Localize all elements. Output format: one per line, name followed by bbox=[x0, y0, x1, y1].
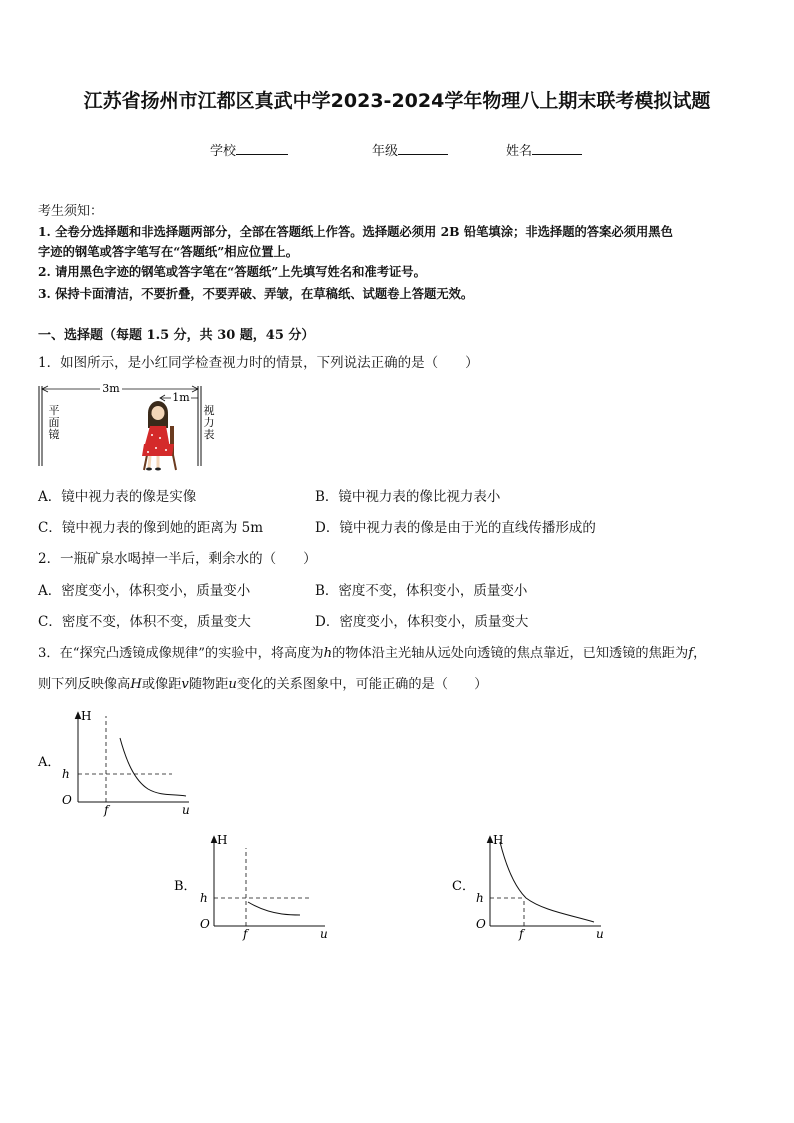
graph-option-b[interactable] bbox=[170, 828, 336, 944]
q2-option-a[interactable]: A．密度变小，体积变小，质量变小 bbox=[38, 583, 251, 599]
graph-option-a[interactable] bbox=[34, 706, 200, 822]
q3-text-1a: 3．在“探究凸透镜成像规律”的实验中，将高度为 bbox=[38, 646, 324, 661]
graph-b-f-label: f bbox=[243, 927, 248, 941]
chart-label-3: 表 bbox=[203, 428, 215, 441]
q1-option-c[interactable]: C．镜中视力表的像到她的距离为 5m bbox=[38, 520, 264, 536]
graph-b-y-label: H bbox=[217, 833, 228, 847]
chart-label-2: 力 bbox=[203, 416, 215, 429]
distance-1m-arrow bbox=[160, 391, 198, 404]
page-title: 江苏省扬州市江都区真武中学2023-2024学年物理八上期末联考模拟试题 bbox=[83, 90, 711, 112]
q3-var-f: f bbox=[688, 646, 694, 661]
grade-field[interactable] bbox=[372, 140, 448, 159]
q3-stem-line-1 bbox=[38, 644, 706, 664]
graph-a-f-label: f bbox=[104, 803, 109, 817]
graph-c-curve bbox=[500, 842, 594, 922]
graph-a-option-label: A． bbox=[38, 755, 61, 770]
graph-c-origin: O bbox=[476, 917, 486, 931]
school-field[interactable] bbox=[210, 140, 288, 159]
q3-stem-line-2 bbox=[38, 675, 487, 695]
distance-1m-label: 1m bbox=[172, 391, 190, 404]
graph-a-y-label: H bbox=[81, 709, 92, 723]
girl-on-chair-illustration bbox=[142, 401, 176, 471]
graph-b-origin: O bbox=[200, 917, 210, 931]
mirror-label-1: 平 bbox=[48, 404, 60, 417]
graph-b-option-label: B． bbox=[174, 879, 197, 894]
q1-option-d[interactable]: D．镜中视力表的像是由于光的直线传播形成的 bbox=[315, 520, 596, 536]
school-label: 学校 bbox=[210, 144, 237, 159]
q1-option-a[interactable]: A．镜中视力表的像是实像 bbox=[38, 489, 197, 505]
distance-3m-label: 3m bbox=[102, 382, 120, 395]
q3-text-1c: ， bbox=[693, 646, 707, 661]
graph-a-curve bbox=[120, 738, 186, 796]
q2-option-d[interactable]: D．密度变小，体积变小，质量变大 bbox=[315, 614, 529, 630]
name-field[interactable] bbox=[506, 140, 582, 159]
graph-b-h-label: h bbox=[200, 891, 208, 905]
name-label: 姓名 bbox=[506, 144, 533, 159]
eye-chart-wall bbox=[198, 386, 201, 466]
graph-c-option-label: C． bbox=[452, 879, 475, 894]
q3-var-u: u bbox=[228, 677, 237, 692]
graph-c-x-label: u bbox=[596, 927, 604, 941]
graph-a-x-label: u bbox=[182, 803, 190, 817]
chart-label-1: 视 bbox=[203, 404, 215, 417]
mirror-label-3: 镜 bbox=[48, 428, 60, 441]
notice-item-1-line-1: 1. 全卷分选择题和非选择题两部分，全部在答题纸上作答。选择题必须用 2B 铅笔填涂；非选择题的答案必须用黑色 bbox=[38, 224, 673, 239]
q1-option-b[interactable]: B．镜中视力表的像比视力表小 bbox=[315, 489, 501, 505]
notice-item-3: 3. 保持卡面清洁，不要折叠，不要弄破、弄皱，在草稿纸、试题卷上答题无效。 bbox=[38, 286, 474, 301]
mirror-label-2: 面 bbox=[48, 416, 60, 429]
graph-c-h-label: h bbox=[476, 891, 484, 905]
graph-c-f-label: f bbox=[519, 927, 524, 941]
notice-heading: 考生须知： bbox=[38, 204, 104, 219]
q2-stem: 2．一瓶矿泉水喝掉一半后，剩余水的（ ） bbox=[38, 551, 317, 567]
grade-blank[interactable] bbox=[398, 142, 448, 155]
notice-item-1-line-2: 字迹的钢笔或答字笔写在“答题纸”相应位置上。 bbox=[38, 244, 299, 259]
q3-text-1b: 的物体沿主光轴从远处向透镜的焦点靠近，已知透镜的焦距为 bbox=[332, 646, 689, 661]
name-blank[interactable] bbox=[532, 142, 582, 155]
graph-a-h-label: h bbox=[62, 767, 70, 781]
q3-text-2b: 或像距 bbox=[141, 677, 182, 692]
q1-stem: 1．如图所示，是小红同学检查视力时的情景，下列说法正确的是（ ） bbox=[38, 355, 479, 371]
q3-var-H: H bbox=[130, 677, 142, 692]
q2-option-b[interactable]: B．密度不变，体积变小，质量变小 bbox=[315, 583, 528, 599]
q3-text-2d: 变化的关系图象中，可能正确的是（ ） bbox=[236, 677, 488, 692]
section-heading: 一、选择题（每题 1.5 分，共 30 题，45 分） bbox=[38, 328, 315, 343]
q3-text-2a: 则下列反映像高 bbox=[38, 677, 131, 692]
mirror-wall bbox=[39, 386, 42, 466]
graph-a-origin: O bbox=[62, 793, 72, 807]
graph-c-y-label: H bbox=[493, 833, 504, 847]
q3-text-2c: 随物距 bbox=[188, 677, 229, 692]
grade-label: 年级 bbox=[372, 144, 399, 159]
school-blank[interactable] bbox=[236, 142, 288, 155]
graph-b-curve bbox=[248, 902, 300, 915]
q3-var-h: h bbox=[323, 646, 333, 661]
q3-var-v: v bbox=[181, 677, 189, 692]
eye-test-figure bbox=[36, 380, 216, 472]
q2-option-c[interactable]: C．密度不变，体积不变，质量变大 bbox=[38, 614, 251, 630]
notice-item-2: 2. 请用黑色字迹的钢笔或答字笔在“答题纸”上先填写姓名和准考证号。 bbox=[38, 264, 426, 279]
graph-b-x-label: u bbox=[320, 927, 328, 941]
graph-option-c[interactable] bbox=[446, 828, 612, 944]
